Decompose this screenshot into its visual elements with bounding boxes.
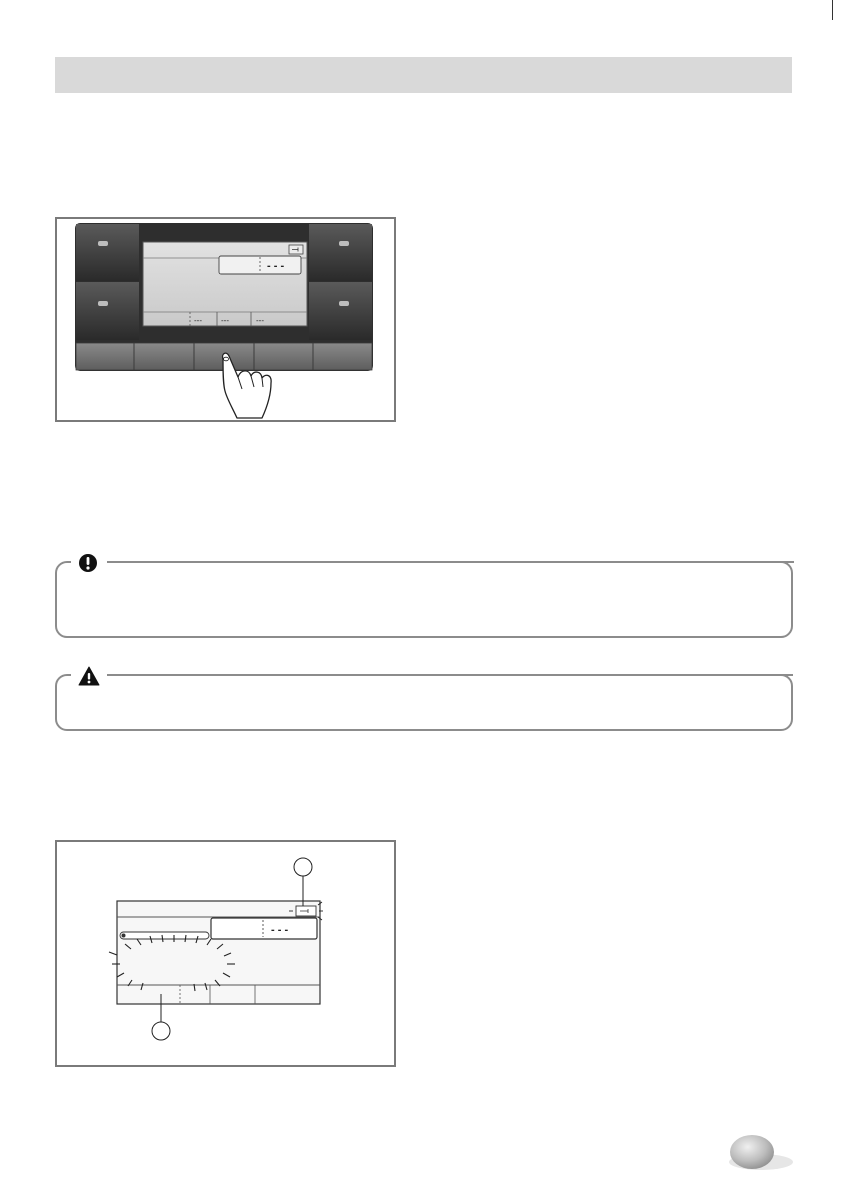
caution-header-rule xyxy=(285,674,793,676)
callout-marker-bottom xyxy=(152,1022,170,1040)
progress-bar xyxy=(120,932,209,939)
bottom-left-button[interactable] xyxy=(76,282,139,340)
progress-bar-fill xyxy=(122,934,126,938)
indicator-light-icon xyxy=(339,241,349,246)
callout-marker-top xyxy=(294,858,312,876)
trim-mark xyxy=(832,0,833,20)
caution-box xyxy=(55,674,793,731)
page-number-badge xyxy=(728,1132,794,1172)
top-left-button[interactable] xyxy=(76,224,139,281)
indicator-light-icon xyxy=(339,301,349,306)
status-cell-1: --- xyxy=(194,316,202,325)
top-right-button[interactable] xyxy=(309,224,372,281)
readout-placeholder: - - - xyxy=(267,260,285,272)
indicator-light-icon xyxy=(98,301,108,306)
caution-icon-holder xyxy=(71,664,107,688)
control-panel-figure xyxy=(55,217,396,422)
indicator-light-icon xyxy=(98,241,108,246)
readout-placeholder: - - - xyxy=(271,924,289,936)
display-screen xyxy=(143,242,307,326)
display-detail-figure xyxy=(55,840,396,1067)
display-detail-illustration xyxy=(57,842,394,1065)
readout-field xyxy=(211,918,317,939)
bottom-right-button[interactable] xyxy=(309,282,372,340)
display-screen xyxy=(117,901,320,1004)
note-icon-holder xyxy=(71,551,107,575)
status-cell-3: --- xyxy=(256,316,264,325)
note-box xyxy=(55,561,793,638)
status-cell-2: --- xyxy=(221,316,229,325)
warning-triangle-icon xyxy=(78,666,100,686)
note-header-rule xyxy=(232,561,794,563)
exclamation-icon xyxy=(78,553,98,573)
control-panel-illustration xyxy=(57,219,394,420)
section-header-bar xyxy=(55,57,792,93)
